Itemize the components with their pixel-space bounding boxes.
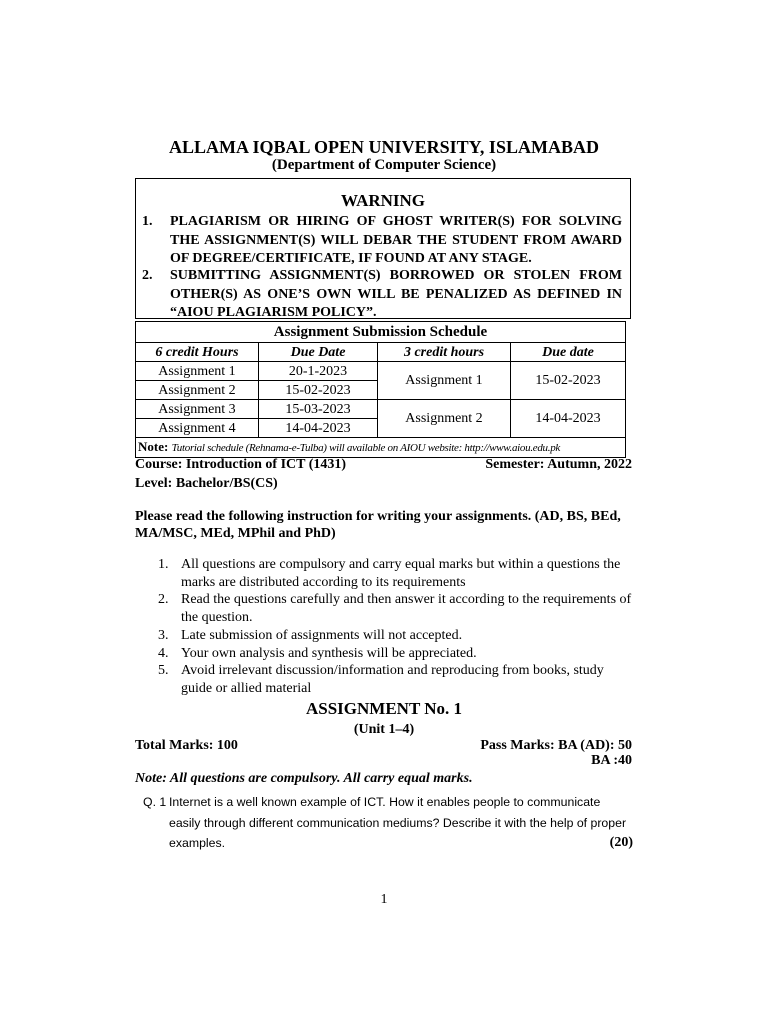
note-label: Note: — [138, 439, 169, 454]
warning-item-text: PLAGIARISM OR HIRING OF GHOST WRITER(S) FOR SOLVING THE ASSIGNMENT(S) WILL DEBAR THE STUDENT FROM AWARD OF DEGREE/CERTIFICATE, IF FOUND AT ANY STAGE. — [170, 214, 622, 266]
list-item-number: 1. — [158, 557, 169, 572]
list-item-text: Your own analysis and synthesis will be appreciated. — [181, 645, 477, 661]
six-credit-due-date: 15-02-2023 — [259, 381, 378, 400]
six-credit-due-date: 15-03-2023 — [259, 400, 378, 419]
department-subtitle: (Department of Computer Science) — [271, 157, 497, 173]
column-header: Due date — [511, 343, 626, 362]
six-credit-assignment: Assignment 2 — [136, 381, 259, 400]
column-header: 3 credit hours — [378, 343, 511, 362]
semester: Semester: Autumn, 2022 — [485, 457, 632, 472]
pass-marks: Pass Marks: BA (AD): 50 — [480, 738, 632, 753]
column-header: Due Date — [259, 343, 378, 362]
course-name: Course: Introduction of ICT (1431) — [135, 457, 347, 472]
warning-item-number: 2. — [142, 268, 153, 283]
list-item-number: 3. — [158, 627, 169, 643]
list-item-text: Read the questions carefully and then answer it according to the requirements of the question. — [181, 592, 632, 626]
three-credit-due-date: 14-04-2023 — [511, 400, 626, 438]
page-number: 1 — [380, 892, 388, 907]
level: Level: Bachelor/BS(CS) — [135, 476, 278, 491]
warning-item — [142, 213, 622, 269]
three-credit-due-date: 15-02-2023 — [511, 362, 626, 400]
schedule-title: Assignment Submission Schedule — [136, 322, 626, 343]
question-marks: (20) — [609, 835, 633, 850]
schedule-note — [136, 438, 626, 458]
assignment-schedule-table — [135, 321, 626, 458]
question-text: Internet is a well known example of ICT. How it enables people to communicate easily through different communication mediums? Describe it with the help of proper examples. — [169, 795, 627, 850]
instructions-intro: Please read the following instruction for writing your assignments. (AD, BS, BEd, MA/MSC, MEd, MPhil and PhD) — [135, 509, 621, 541]
assignment-title: ASSIGNMENT No. 1 — [305, 699, 463, 718]
warning-box — [135, 178, 631, 319]
university-title: ALLAMA IQBAL OPEN UNIVERSITY, ISLAMABAD — [169, 137, 599, 157]
warning-heading: WARNING — [340, 191, 426, 210]
list-item — [158, 556, 634, 591]
pass-marks-ba: BA :40 — [591, 753, 632, 768]
table-row — [136, 362, 626, 381]
six-credit-assignment: Assignment 1 — [136, 362, 259, 381]
list-item — [158, 627, 634, 645]
list-item — [158, 591, 634, 626]
warning-item — [142, 267, 622, 323]
list-item-number: 2. — [158, 592, 169, 608]
question-1 — [143, 792, 633, 854]
six-credit-due-date: 14-04-2023 — [259, 419, 378, 438]
three-credit-assignment: Assignment 2 — [378, 400, 511, 438]
instructions-list — [158, 556, 634, 698]
list-item-text: Late submission of assignments will not accepted. — [181, 627, 463, 643]
list-item-number: 4. — [158, 645, 169, 661]
warning-item-number: 1. — [142, 214, 153, 229]
question-number: Q. 1 — [143, 795, 167, 809]
list-item — [158, 662, 634, 697]
list-item-text: All questions are compulsory and carry equal marks but within a questions the marks are distributed according to its requirements — [181, 557, 621, 590]
list-item-text: Avoid irrelevant discussion/information and reproducing from books, study guide or allied material — [181, 663, 604, 696]
warning-item-text: SUBMITTING ASSIGNMENT(S) BORROWED OR STOLEN FROM OTHER(S) AS ONE’S OWN WILL BE PENALIZED AS DEFINED IN “AIOU PLAGIARISM POLICY”. — [170, 268, 622, 320]
six-credit-assignment: Assignment 3 — [136, 400, 259, 419]
total-marks: Total Marks: 100 — [135, 738, 238, 753]
note-text: Tutorial schedule (Rehnama-e-Tulba) will available on AIOU website: http://www.aiou.edu.pk — [171, 442, 560, 454]
assignment-note: Note: All questions are compulsory. All carry equal marks. — [135, 771, 473, 786]
assignment-unit: (Unit 1–4) — [353, 722, 415, 737]
list-item-number: 5. — [158, 663, 169, 679]
six-credit-assignment: Assignment 4 — [136, 419, 259, 438]
six-credit-due-date: 20-1-2023 — [259, 362, 378, 381]
list-item — [158, 645, 634, 663]
column-header: 6 credit Hours — [136, 343, 259, 362]
three-credit-assignment: Assignment 1 — [378, 362, 511, 400]
table-row — [136, 400, 626, 419]
